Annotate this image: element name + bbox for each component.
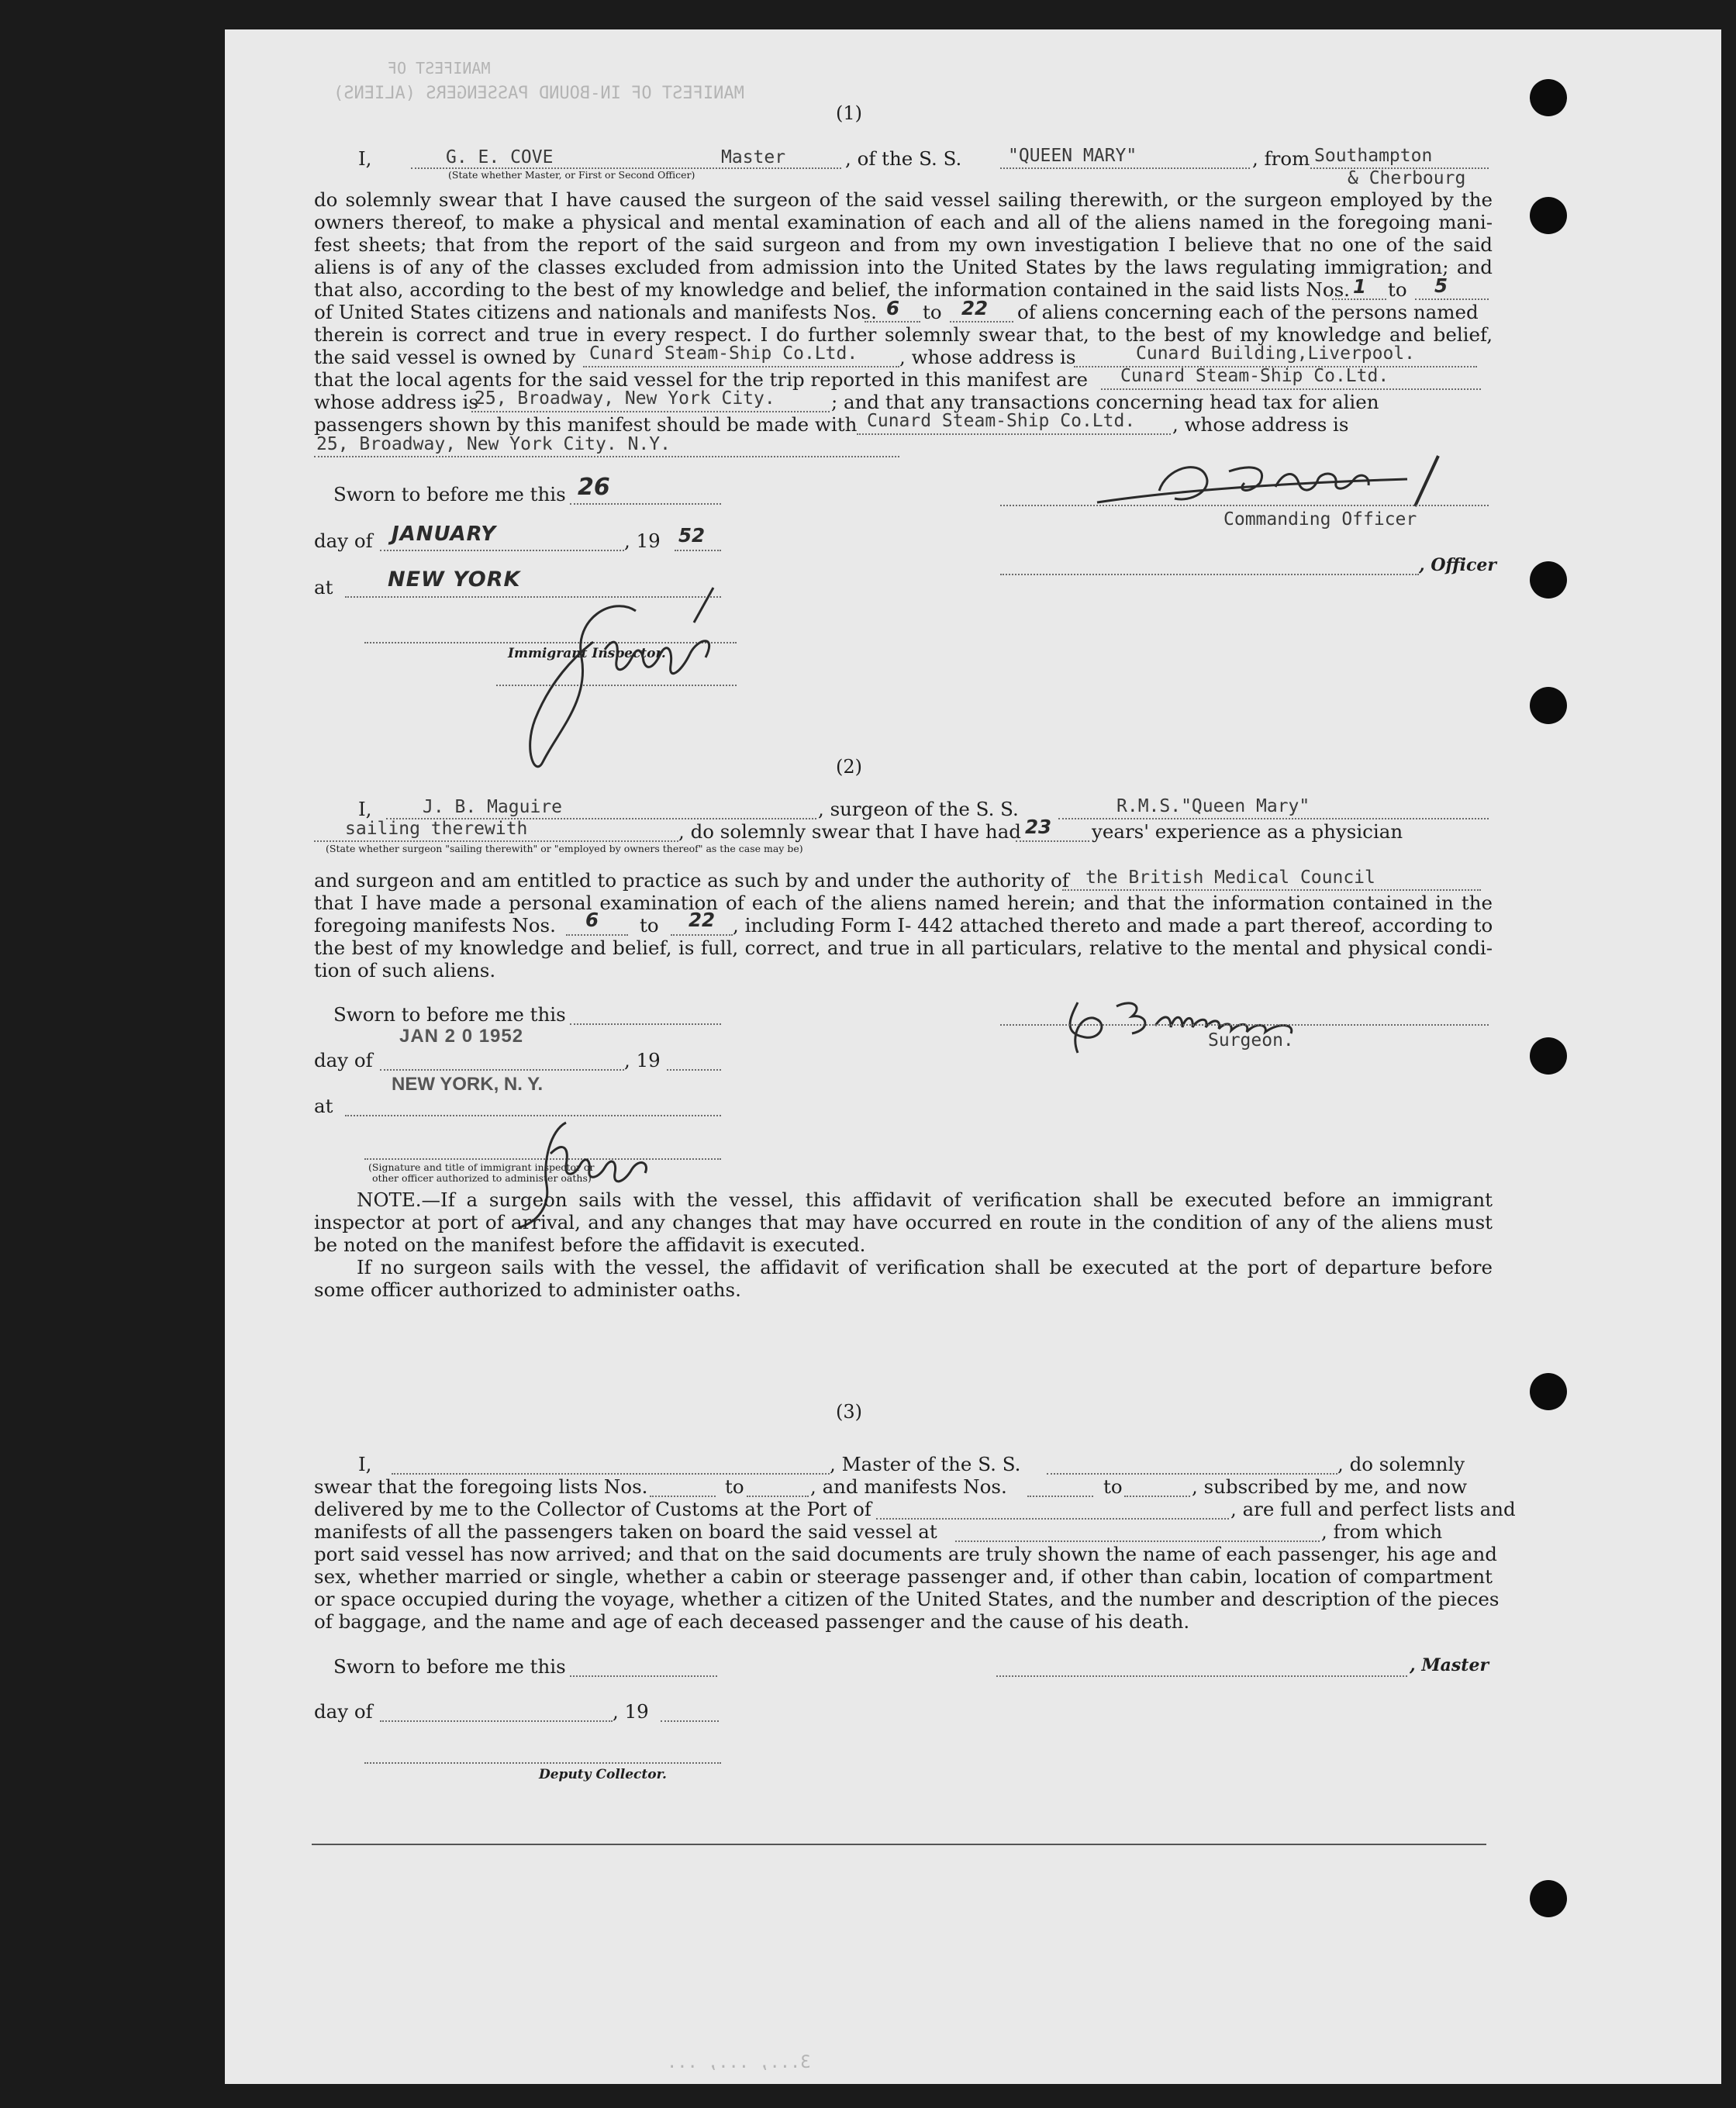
commanding-officer-label: Commanding Officer	[1223, 509, 1417, 530]
manifests-from-value-2: 6	[585, 909, 599, 931]
manifests-from-field	[865, 321, 920, 323]
from-label: , from	[1252, 147, 1310, 170]
vessel-value: "QUEEN MARY"	[1008, 146, 1137, 166]
aliens-text: of aliens concerning each of the persons named	[1017, 301, 1479, 323]
vessel-field-3	[1047, 1473, 1337, 1475]
sworn-day-field-2	[570, 1023, 721, 1025]
sworn-text-2: Sworn to before me this	[333, 1003, 566, 1026]
rank-note: (State whether Master, or First or Second Officer)	[448, 169, 695, 181]
note-line: If no surgeon sails with the vessel, the affidavit of verification shall be executed at the port of departure before	[357, 1256, 1493, 1278]
vessel-field	[1000, 167, 1250, 169]
year-prefix: , 19	[624, 530, 661, 552]
lists-to-field-3	[747, 1496, 809, 1497]
solemnly-text: , do solemnly swear that I have had	[678, 820, 1021, 843]
manifests-to-field-3	[1124, 1496, 1190, 1497]
note-line: inspector at port of arrival, and any changes that may have occurred en route in the condition of any of the aliens must	[314, 1211, 1493, 1233]
year-field	[675, 550, 721, 551]
bleed-through-bottom: 3..., ..., ...	[667, 2053, 811, 2072]
taxagent-field	[857, 433, 1171, 435]
owned-text: the said vessel is owned by	[314, 346, 576, 368]
years-value: 23	[1025, 816, 1052, 838]
agents-field	[1101, 388, 1481, 390]
of-the-ss-label: , of the S. S.	[845, 147, 962, 170]
owner-value: Cunard Steam-Ship Co.Ltd.	[589, 343, 858, 364]
prefix-text: I,	[358, 798, 372, 820]
month-field-3	[380, 1720, 613, 1722]
authority-text: and surgeon and am entitled to practice as such by and under the authority of	[314, 869, 1069, 892]
address-is-label: whose address is	[314, 391, 478, 413]
oath-body-line-3: port said vessel has now arrived; and that on the said documents are truly shown the name of each passenger, his age and	[314, 1543, 1497, 1565]
collector-label: Deputy Collector.	[539, 1767, 667, 1782]
day-of-label-2: day of	[314, 1049, 373, 1071]
officer-label: , Officer	[1419, 555, 1497, 575]
prefix-text: I,	[358, 1453, 372, 1475]
sworn-text-3: Sworn to before me this	[333, 1655, 566, 1678]
section-1-number: (1)	[836, 102, 862, 124]
and-manifests-label: , and manifests Nos.	[810, 1475, 1007, 1498]
punch-hole	[1530, 1880, 1567, 1917]
manifests-text-3: manifests of all the passengers taken on board the said vessel at	[314, 1520, 937, 1543]
manifest-page	[225, 29, 1721, 2084]
officer-line	[1000, 574, 1419, 575]
month-field-2	[380, 1069, 624, 1071]
date-stamp: JAN 2 0 1952	[399, 1026, 524, 1047]
to-label: to	[640, 914, 659, 937]
agents-address-value: 25, Broadway, New York City.	[475, 388, 775, 409]
oath-line-1	[358, 147, 371, 171]
at-label-2: at	[314, 1095, 333, 1117]
month-value: JANUARY	[392, 523, 497, 546]
capacity-note: (State whether surgeon "sailing therewith" or "employed by owners thereof" as the case may be)	[326, 843, 803, 854]
agents-text: that the local agents for the said vessel for the trip reported in this manifest are	[314, 368, 1088, 391]
best-text: the best of my knowledge and belief, is full, correct, and true in all particulars, relative to the mental and physical condi-	[314, 937, 1493, 959]
month-field	[380, 550, 624, 551]
punch-hole	[1530, 197, 1567, 234]
whose-address-end: , whose address is	[1172, 413, 1349, 436]
at-label: at	[314, 576, 333, 599]
port-value: Southampton	[1314, 146, 1433, 166]
vessel-field-2	[1058, 818, 1489, 819]
capacity-field	[314, 840, 678, 842]
to-label: to	[923, 301, 942, 323]
to-label: to	[725, 1475, 744, 1498]
swear-text: swear that the foregoing lists Nos.	[314, 1475, 648, 1498]
taxagent-address-value: 25, Broadway, New York City. N.Y.	[316, 434, 671, 454]
agents-address-field	[471, 411, 830, 412]
passengers-text: passengers shown by this manifest should be made with	[314, 413, 858, 436]
taxagent-value: Cunard Steam-Ship Co.Ltd.	[867, 411, 1136, 431]
prefix-text: I,	[358, 147, 372, 170]
oath-body-line-3: of baggage, and the name and age of each deceased passenger and the cause of his death.	[314, 1610, 1190, 1633]
note-line: NOTE.—If a surgeon sails with the vessel, this affidavit of verification shall be executed before an immigrant	[357, 1189, 1493, 1211]
surgeon-name-value: J. B. Maguire	[423, 797, 563, 817]
port-field-3	[876, 1518, 1229, 1520]
oath-body-line: owners thereof, to make a physical and mental examination of each and all of the aliens named in the foregoing mani-	[314, 211, 1493, 233]
signature-note-2: other officer authorized to administer oaths)	[372, 1172, 592, 1184]
sworn-day-field	[570, 503, 721, 505]
oath-body-line: fest sheets; that from the report of the said surgeon and from my own investigation I believe that no one of the said	[314, 233, 1493, 256]
do-solemnly-label: , do solemnly	[1337, 1453, 1465, 1475]
note-line: some officer authorized to administer oaths.	[314, 1278, 741, 1301]
year-prefix-3: , 19	[613, 1700, 649, 1723]
including-text: , including Form I- 442 attached thereto and made a part thereof, according to	[733, 914, 1493, 937]
manifests-to-field	[950, 321, 1013, 323]
manifests-to-field-2	[671, 934, 733, 936]
year-suffix: 52	[678, 524, 706, 547]
tion-text: tion of such aliens.	[314, 959, 496, 982]
manifests-to-value: 22	[961, 297, 989, 319]
authority-field	[1062, 889, 1481, 891]
master-label-3: , Master	[1410, 1655, 1489, 1675]
manifests-from-field-3	[1027, 1496, 1093, 1497]
inspector-signature	[457, 564, 783, 774]
port-value-2: & Cherbourg	[1348, 168, 1466, 188]
inspector-label: Immigrant Inspector.	[508, 646, 666, 661]
whose-address-label: , whose address is	[899, 346, 1076, 368]
surgeon-of-label: , surgeon of the S. S.	[818, 798, 1019, 820]
sworn-day-field-3	[570, 1675, 717, 1677]
owner-address-value: Cunard Building,Liverpool.	[1136, 343, 1416, 364]
bleed-through-header-2: MANIFEST OF	[388, 59, 491, 78]
oath-body-line-3: sex, whether married or single, whether a cabin or steerage passenger and, if other than cabin, location of compartment	[314, 1565, 1493, 1588]
subscribed-label: , subscribed by me, and now	[1192, 1475, 1468, 1498]
to-label: to	[1103, 1475, 1123, 1498]
master-signature-line-3	[996, 1675, 1407, 1677]
are-full-label: , are full and perfect lists and	[1230, 1498, 1516, 1520]
bleed-through-header: MANIFEST OF IN-BOUND PASSENGERS (ALIENS)	[333, 84, 744, 103]
manifests-from-value: 6	[886, 297, 900, 319]
owner-field	[583, 366, 899, 367]
section-3-number: (3)	[836, 1401, 862, 1423]
foregoing-text: foregoing manifests Nos.	[314, 914, 556, 937]
manifests-to-value-2: 22	[689, 909, 716, 931]
capacity-value: sailing therewith	[345, 819, 528, 839]
section-2-number: (2)	[836, 756, 862, 778]
lists-from-field	[1332, 298, 1386, 300]
bottom-rule	[312, 1844, 1486, 1845]
lists-from-value: 1	[1353, 275, 1367, 298]
lists-to-value: 5	[1434, 274, 1448, 297]
authority-value: the British Medical Council	[1085, 868, 1375, 888]
oath-body-line-3: or space occupied during the voyage, whether a citizen of the United States, and the number and description of the pieces	[314, 1588, 1500, 1610]
delivered-text: delivered by me to the Collector of Customs at the Port of	[314, 1498, 871, 1520]
vessel-value-2: R.M.S."Queen Mary"	[1116, 796, 1310, 816]
place-stamp: NEW YORK, N. Y.	[392, 1074, 544, 1095]
from-which-label: , from which	[1321, 1520, 1443, 1543]
taxagent-address-field	[314, 456, 899, 457]
embark-port-field-3	[955, 1540, 1320, 1542]
note-line: be noted on the manifest before the affidavit is executed.	[314, 1233, 866, 1256]
place-value: NEW YORK	[388, 568, 521, 592]
surgeon-signature-line	[1000, 1024, 1489, 1026]
to-label: to	[1388, 278, 1407, 301]
examined-text: that I have made a personal examination of each of the aliens named herein; and that the information contained in the	[314, 892, 1493, 914]
master-signature-line	[1000, 505, 1489, 506]
sworn-day-value: 26	[578, 474, 610, 501]
lists-to-field	[1415, 298, 1489, 300]
master-name-field-3	[392, 1473, 830, 1475]
surgeon-label: Surgeon.	[1208, 1030, 1294, 1051]
oath-body-line: aliens is of any of the classes excluded from admission into the United States by the laws regulating immigration; and	[314, 256, 1493, 278]
manifests-from-field-2	[566, 934, 628, 936]
day-of-label: day of	[314, 530, 373, 552]
collector-signature-line	[364, 1762, 721, 1764]
rank-value: Master	[721, 147, 786, 167]
punch-hole	[1530, 1037, 1567, 1075]
experience-text: years' experience as a physician	[1092, 820, 1403, 843]
punch-hole	[1530, 561, 1567, 599]
oath-body-line: do solemnly swear that I have caused the surgeon of the said vessel sailing therewith, or the surgeon employed by the	[314, 188, 1493, 211]
lists-from-field-3	[650, 1496, 716, 1497]
year-prefix-2: , 19	[624, 1049, 661, 1071]
sworn-text: Sworn to before me this	[333, 483, 566, 505]
correct-text: therein is correct and true in every respect. I do further solemnly swear that, to the best of my knowledge and belief,	[314, 323, 1493, 346]
master-of-label: , Master of the S. S.	[830, 1453, 1021, 1475]
signature-note-1: (Signature and title of immigrant inspector or	[368, 1161, 595, 1173]
year-field-2	[667, 1069, 721, 1071]
years-field	[1016, 840, 1089, 842]
manifests-text: of United States citizens and nationals and manifests Nos.	[314, 301, 877, 323]
day-of-label-3: day of	[314, 1700, 373, 1723]
transactions-text: ; and that any transactions concerning head tax for alien	[831, 391, 1379, 413]
agents-value: Cunard Steam-Ship Co.Ltd.	[1120, 366, 1389, 386]
lists-text: that also, according to the best of my knowledge and belief, the information contained in the said lists Nos.	[314, 278, 1350, 301]
year-field-3	[661, 1720, 719, 1722]
master-name-value: G. E. COVE	[446, 147, 554, 167]
punch-hole	[1530, 687, 1567, 724]
